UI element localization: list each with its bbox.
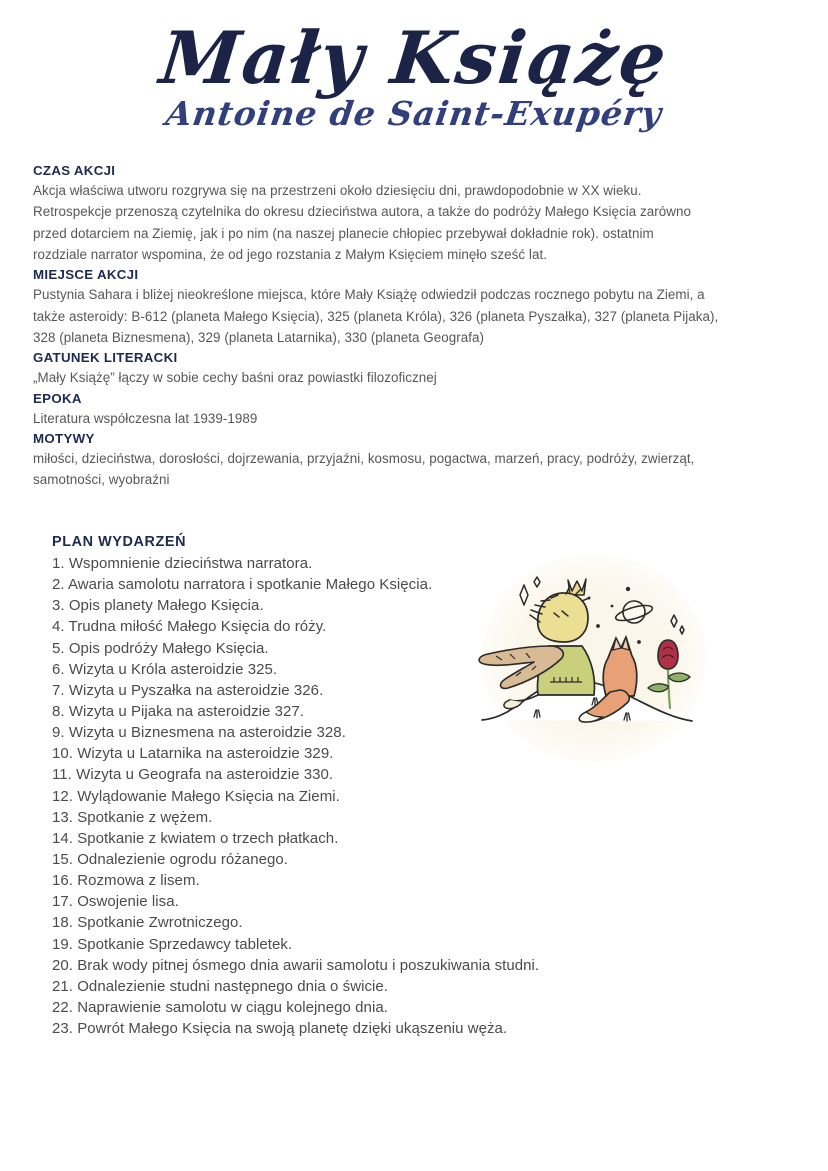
section-heading-epoka: EPOKA bbox=[33, 390, 82, 406]
section-text: Pustynia Sahara i bliżej nieokreślone miejsca, które Mały Książę odwiedził podczas rocznego pobytu na Ziemi, a bbox=[33, 287, 705, 303]
list-item: 9. Wizyta u Biznesmena na asteroidzie 328. bbox=[52, 724, 346, 742]
section-heading-motywy: MOTYWY bbox=[33, 430, 95, 446]
list-item: 20. Brak wody pitnej ósmego dnia awarii samolotu i poszukiwania studni. bbox=[52, 956, 540, 974]
document-title-block bbox=[0, 15, 828, 134]
list-item: 7. Wizyta u Pyszałka na asteroidzie 326. bbox=[52, 681, 324, 699]
section-heading-gatunek-literacki: GATUNEK LITERACKI bbox=[33, 350, 178, 366]
list-item: 10. Wizyta u Latarnika na asteroidzie 329. bbox=[52, 745, 334, 763]
section-text: przed dotarciem na Ziemię, jak i po nim (na naszej planecie chłopiec przebywał dokładnie rok). ostatnim bbox=[33, 225, 654, 241]
list-item: 16. Rozmowa z lisem. bbox=[52, 872, 200, 890]
list-item: 11. Wizyta u Geografa na asteroidzie 330. bbox=[52, 766, 334, 784]
list-item: 4. Trudna miłość Małego Księcia do róży. bbox=[52, 618, 327, 636]
section-text: Literatura współczesna lat 1939-1989 bbox=[33, 410, 258, 426]
section-heading-czas-akcji: CZAS AKCJI bbox=[33, 163, 116, 178]
section-text: Retrospekcje przenoszą czytelnika do okresu dzieciństwa autora, a także do podróży Małego Księcia zarówno bbox=[33, 204, 692, 220]
list-item: 3. Opis planety Małego Księcia. bbox=[52, 597, 264, 615]
section-text: rozdziale narrator wspomina, że od jego rozstania z Małym Księciem minęło sześć lat. bbox=[33, 247, 547, 262]
section-text: samotności, wyobraźni bbox=[33, 472, 170, 488]
list-item: 18. Spotkanie Zwrotniczego. bbox=[52, 914, 243, 932]
section-text: miłości, dzieciństwa, dorosłości, dojrzewania, przyjaźni, kosmosu, pogactwa, marzeń, pracy, podróży, zwierząt, bbox=[33, 450, 695, 466]
info-sections bbox=[33, 162, 795, 492]
section-text: 328 (planeta Biznesmena), 329 (planeta Latarnika), 330 (planeta Geografa) bbox=[33, 330, 485, 345]
list-item: 13. Spotkanie z wężem. bbox=[52, 808, 213, 826]
list-item: 6. Wizyta u Króla asteroidzie 325. bbox=[52, 660, 278, 678]
list-item: 21. Odnalezienie studni następnego dnia o świcie. bbox=[52, 977, 389, 995]
list-item: 15. Odnalezienie ogrodu różanego. bbox=[52, 850, 288, 868]
list-item: 5. Opis podróży Małego Księcia. bbox=[52, 639, 269, 657]
section-text: „Mały Książę” łączy w sobie cechy baśni oraz powiastki filozoficznej bbox=[33, 370, 437, 386]
section-text: także asteroidy: B-612 (planeta Małego Księcia), 325 (planeta Króla), 326 (planeta Pyszałka), 327 (planeta Pijaka), bbox=[33, 308, 719, 324]
author-name: Antoine de Saint-Exupéry bbox=[163, 94, 665, 134]
page-title: Mały Książę bbox=[156, 15, 672, 100]
section-heading-plan-wydarzen: PLAN WYDARZEŃ bbox=[52, 534, 187, 550]
list-item: 8. Wizyta u Pijaka na asteroidzie 327. bbox=[52, 702, 305, 720]
list-item: 14. Spotkanie z kwiatem o trzech płatkach. bbox=[52, 829, 339, 847]
list-item: 23. Powrót Małego Księcia na swoją planetę dzięki ukąszeniu węża. bbox=[52, 1020, 508, 1038]
section-text: Akcja właściwa utworu rozgrywa się na przestrzeni około dziesięciu dni, prawdopodobnie w XX wieku. bbox=[33, 182, 642, 198]
list-item: 17. Oswojenie lisa. bbox=[52, 893, 179, 911]
list-item: 19. Spotkanie Sprzedawcy tabletek. bbox=[52, 935, 293, 953]
list-item: 1. Wspomnienie dzieciństwa narratora. bbox=[52, 555, 313, 572]
little-prince-illustration bbox=[476, 550, 712, 766]
list-item: 22. Naprawienie samolotu w ciągu kolejnego dnia. bbox=[52, 998, 388, 1016]
section-heading-miejsce-akcji: MIEJSCE AKCJI bbox=[33, 267, 139, 283]
list-item: 2. Awaria samolotu narratora i spotkanie Małego Księcia. bbox=[52, 576, 433, 594]
list-item: 12. Wylądowanie Małego Księcia na Ziemi. bbox=[52, 787, 340, 805]
